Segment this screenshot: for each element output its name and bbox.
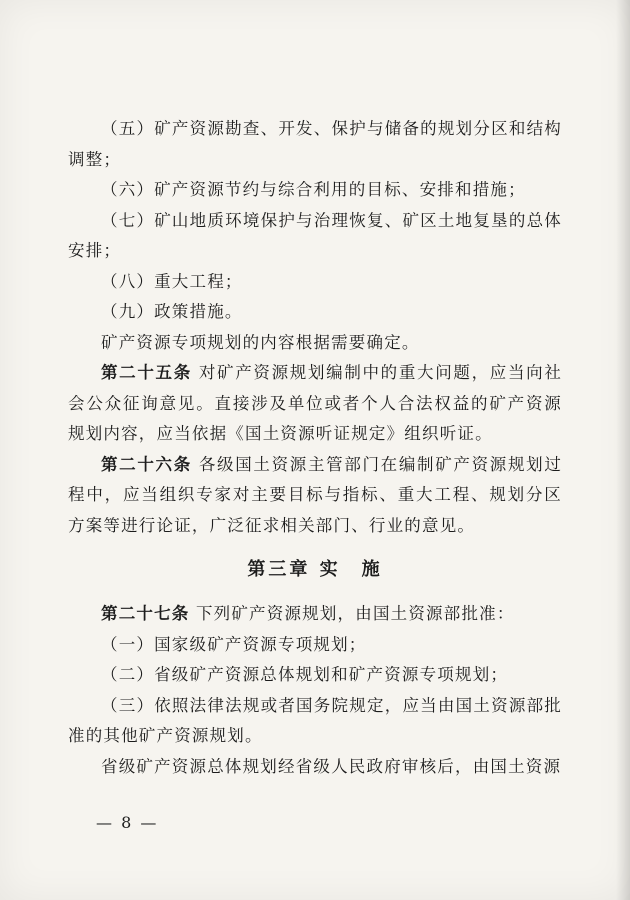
article-27-text: 下列矿产资源规划，由国土资源部批准： bbox=[195, 604, 515, 623]
article-25 bbox=[68, 358, 562, 450]
paragraph-special-plan-note: 矿产资源专项规划的内容根据需要确定。 bbox=[101, 332, 420, 352]
article-26-text: 各级国土资源主管部门在编制矿产资源规划过程中，应当组织专家对主要目标与指标、重大工程、规划分区方案等进行论证，广泛征求相关部门、行业的意见。 bbox=[68, 454, 563, 535]
article-25-label: 第二十五条 bbox=[101, 363, 192, 382]
document-body bbox=[68, 114, 562, 782]
paragraph-item-5: （五）矿产资源勘查、开发、保护与储备的规划分区和结构调整； bbox=[68, 119, 562, 169]
paragraph-item-7: （七）矿山地质环境保护与治理恢复、矿区土地复垦的总体安排； bbox=[68, 210, 562, 260]
article-27-item-2: （二）省级矿产资源总体规划和矿产资源专项规划； bbox=[101, 665, 509, 684]
scan-edge-shadow bbox=[616, 0, 630, 900]
article-27-item-3: （三）依照法律法规或者国务院规定，应当由国土资源部批准的其他矿产资源规划。 bbox=[68, 695, 562, 745]
paragraph-item-8: （八）重大工程； bbox=[101, 271, 243, 291]
article-27 bbox=[68, 599, 562, 630]
article-26-label: 第二十六条 bbox=[101, 454, 192, 474]
article-27-item-1: （一）国家级矿产资源专项规划； bbox=[101, 634, 367, 654]
paragraph-item-9: （九）政策措施。 bbox=[101, 302, 243, 321]
closing-paragraph: 省级矿产资源总体规划经省级人民政府审核后，由国土资源 bbox=[101, 756, 562, 776]
article-25-text: 对矿产资源规划编制中的重大问题，应当向社会公众征询意见。直接涉及单位或者个人合法权益的矿产资源规划内容，应当依据《国土资源听证规定》组织听证。 bbox=[68, 363, 563, 443]
page-number: — 8 — bbox=[96, 813, 159, 832]
article-27-label: 第二十七条 bbox=[101, 604, 190, 623]
article-26 bbox=[68, 450, 562, 542]
paragraph-item-6: （六）矿产资源节约与综合利用的目标、安排和措施； bbox=[101, 180, 526, 199]
chapter-title: 第三章 实 施 bbox=[247, 559, 383, 580]
